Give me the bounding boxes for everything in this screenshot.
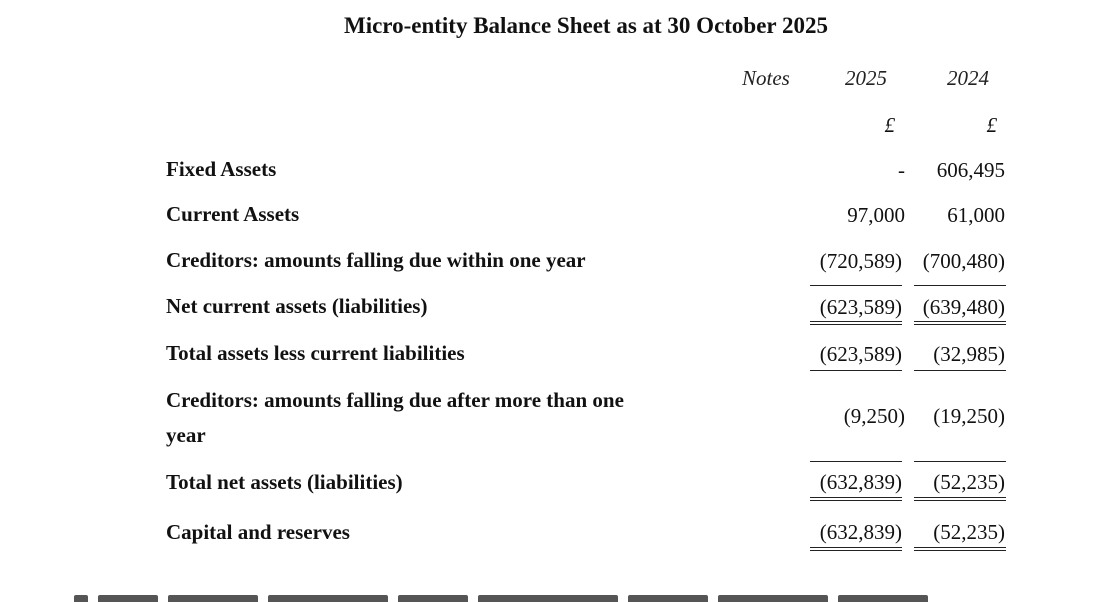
double-rule-2025 <box>810 547 902 551</box>
subtotal-rule-2024 <box>914 370 1006 371</box>
row-label-capital-and-reserves: Capital and reserves <box>166 520 350 544</box>
row-value-2024-capital-and-reserves: (52,235) <box>933 520 1005 544</box>
row-label-total-net-assets: Total net assets (liabilities) <box>166 470 403 494</box>
double-rule-2025 <box>810 497 902 501</box>
subtotal-rule-2024 <box>914 285 1006 286</box>
cropped-text-fragment <box>74 592 1074 602</box>
subtotal-rule-2025 <box>810 461 902 462</box>
subtotal-rule-2024 <box>914 461 1006 462</box>
row-value-2024-net-current-assets: (639,480) <box>922 295 1005 319</box>
double-rule-2024 <box>914 321 1006 325</box>
row-value-2025-fixed-assets: - <box>898 158 905 182</box>
double-rule-2024 <box>914 547 1006 551</box>
row-label-creditors-after-one-year-cont: year <box>166 423 206 447</box>
currency-2024-header: £ <box>986 113 997 137</box>
row-label-current-assets: Current Assets <box>166 202 300 226</box>
row-value-2024-total-assets-less-current-liabilities: (32,985) <box>933 342 1005 366</box>
row-label-fixed-assets: Fixed Assets <box>166 157 277 181</box>
currency-2025-header: £ <box>884 113 895 137</box>
row-label-net-current-assets: Net current assets (liabilities) <box>166 294 428 318</box>
subtotal-rule-2025 <box>810 370 902 371</box>
notes-column-header: Notes <box>742 66 790 90</box>
row-value-2024-creditors-within-one-year: (700,480) <box>922 249 1005 273</box>
year-2025-column-header: 2025 <box>845 66 887 90</box>
row-value-2024-creditors-after-one-year: (19,250) <box>933 404 1005 428</box>
row-label-creditors-within-one-year: Creditors: amounts falling due within one year <box>166 248 586 272</box>
row-value-2025-capital-and-reserves: (632,839) <box>819 520 902 544</box>
year-2024-column-header: 2024 <box>947 66 989 90</box>
row-label-creditors-after-one-year: Creditors: amounts falling due after more than one <box>166 388 624 412</box>
row-value-2025-total-assets-less-current-liabilities: (623,589) <box>819 342 902 366</box>
subtotal-rule-2025 <box>810 285 902 286</box>
row-label-total-assets-less-current-liabilities: Total assets less current liabilities <box>166 341 465 365</box>
double-rule-2024 <box>914 497 1006 501</box>
row-value-2025-creditors-within-one-year: (720,589) <box>819 249 902 273</box>
row-value-2024-fixed-assets: 606,495 <box>936 158 1005 182</box>
row-value-2025-creditors-after-one-year: (9,250) <box>843 404 905 428</box>
row-value-2024-current-assets: 61,000 <box>947 203 1005 227</box>
row-value-2024-total-net-assets: (52,235) <box>933 470 1005 494</box>
row-value-2025-current-assets: 97,000 <box>847 203 905 227</box>
double-rule-2025 <box>810 321 902 325</box>
page-title: Micro-entity Balance Sheet as at 30 October 2025 <box>344 13 828 38</box>
row-value-2025-net-current-assets: (623,589) <box>819 295 902 319</box>
row-value-2025-total-net-assets: (632,839) <box>819 470 902 494</box>
